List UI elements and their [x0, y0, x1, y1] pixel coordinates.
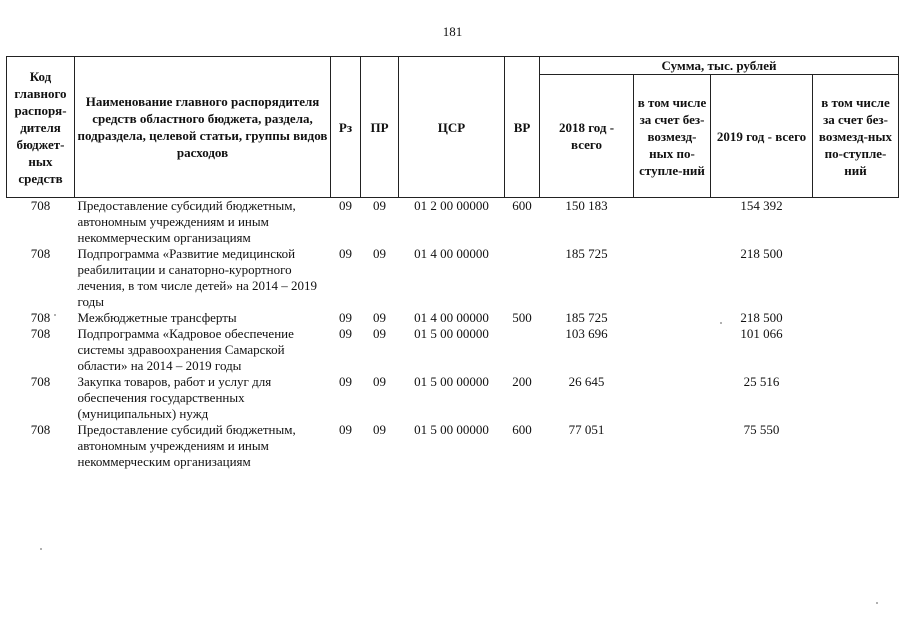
- cell-csr: 01 5 00 00000: [414, 326, 489, 341]
- cell-2019-free: [813, 198, 899, 247]
- cell-csr: 01 4 00 00000: [414, 246, 489, 261]
- table-row: [7, 374, 899, 422]
- cell-code: 708: [30, 422, 51, 437]
- page-number: 181: [442, 24, 463, 39]
- table-row: [7, 326, 899, 374]
- header-2018-total: 2018 год - всего: [540, 75, 634, 198]
- cell-2018-total: 185 725: [565, 246, 608, 261]
- scan-speck: [876, 602, 878, 604]
- cell-2018-total: 150 183: [565, 198, 608, 213]
- cell-name: Подпрограмма «Развитие медицинской реабилитации и санаторно-курортного лечения, в том числе детей» на 2014 – 2019 годы: [77, 246, 318, 309]
- cell-2018-free: [634, 310, 711, 326]
- cell-pr: 09: [373, 310, 386, 325]
- cell-rz: 09: [339, 374, 352, 389]
- cell-code: 708: [30, 326, 51, 341]
- budget-table: [6, 56, 899, 470]
- cell-2019-free: [813, 310, 899, 326]
- cell-code: 708: [30, 374, 51, 389]
- cell-2019-free: [813, 422, 899, 470]
- table-row: [7, 310, 899, 326]
- cell-code: 708: [30, 246, 51, 261]
- cell-vr: [505, 326, 540, 374]
- cell-name: Предоставление субсидий бюджетным, автономным учреждениям и иным некоммерческим организациям: [77, 198, 296, 245]
- cell-csr: 01 5 00 00000: [414, 422, 489, 437]
- cell-2019-total: 154 392: [740, 198, 783, 213]
- cell-pr: 09: [373, 246, 386, 261]
- header-name: Наименование главного распорядителя средств областного бюджета, раздела, подраздела, целевой статьи, группы видов расходов: [75, 57, 331, 198]
- header-2018-free: в том числе за счет без-возмезд-ных по-ступле-ний: [634, 75, 711, 198]
- cell-pr: 09: [373, 198, 386, 213]
- cell-2018-total: 185 725: [565, 310, 608, 325]
- header-2019-total: 2019 год - всего: [711, 75, 813, 198]
- cell-2019-total: 25 516: [743, 374, 780, 389]
- table-row: [7, 198, 899, 247]
- scan-speck: [54, 314, 56, 316]
- cell-csr: 01 4 00 00000: [414, 310, 489, 325]
- cell-2018-total: 77 051: [568, 422, 605, 437]
- cell-vr: 200: [512, 374, 532, 389]
- cell-2019-free: [813, 246, 899, 310]
- cell-code: 708: [30, 198, 51, 213]
- cell-2018-total: 103 696: [565, 326, 608, 341]
- cell-rz: 09: [339, 198, 352, 213]
- cell-rz: 09: [339, 246, 352, 261]
- cell-2019-total: 75 550: [743, 422, 780, 437]
- header-pr: ПР: [361, 57, 399, 198]
- header-csr: ЦСР: [399, 57, 505, 198]
- cell-2019-total: 218 500: [740, 246, 783, 261]
- table-row: [7, 422, 899, 470]
- cell-name: Предоставление субсидий бюджетным, автономным учреждениям и иным некоммерческим организациям: [77, 422, 296, 469]
- cell-name: Закупка товаров, работ и услуг для обеспечения государственных (муниципальных) нужд: [77, 374, 272, 421]
- scan-speck: [40, 548, 42, 550]
- cell-pr: 09: [373, 326, 386, 341]
- cell-pr: 09: [373, 374, 386, 389]
- cell-2018-free: [634, 422, 711, 470]
- cell-name: Подпрограмма «Кадровое обеспечение системы здравоохранения Самарской области» на 2014 – 2019 годы: [77, 326, 294, 373]
- table-header: [7, 57, 899, 198]
- cell-name: Межбюджетные трансферты: [77, 310, 237, 325]
- cell-2019-total: 101 066: [740, 326, 783, 341]
- cell-2018-free: [634, 374, 711, 422]
- cell-2019-free: [813, 374, 899, 422]
- cell-vr: [505, 246, 540, 310]
- cell-2018-free: [634, 198, 711, 247]
- header-rz: Рз: [331, 57, 361, 198]
- cell-vr: 500: [512, 310, 532, 325]
- cell-code: 708: [30, 310, 51, 325]
- cell-vr: 600: [512, 198, 532, 213]
- cell-csr: 01 5 00 00000: [414, 374, 489, 389]
- header-2019-free: в том числе за счет без-возмезд-ных по-ступле-ний: [813, 75, 899, 198]
- table-body: [7, 198, 899, 471]
- scan-speck: [720, 322, 722, 324]
- header-vr: ВР: [505, 57, 540, 198]
- header-sum-group: Сумма, тыс. рублей: [540, 57, 899, 75]
- cell-csr: 01 2 00 00000: [414, 198, 489, 213]
- cell-2019-free: [813, 326, 899, 374]
- cell-2018-free: [634, 326, 711, 374]
- cell-rz: 09: [339, 310, 352, 325]
- cell-2018-total: 26 645: [568, 374, 605, 389]
- header-code: Код главного распоря-дителя бюджет-ных средств: [7, 57, 75, 198]
- cell-2019-total: 218 500: [740, 310, 783, 325]
- cell-vr: 600: [512, 422, 532, 437]
- cell-rz: 09: [339, 326, 352, 341]
- cell-rz: 09: [339, 422, 352, 437]
- cell-2018-free: [634, 246, 711, 310]
- table-row: [7, 246, 899, 310]
- cell-pr: 09: [373, 422, 386, 437]
